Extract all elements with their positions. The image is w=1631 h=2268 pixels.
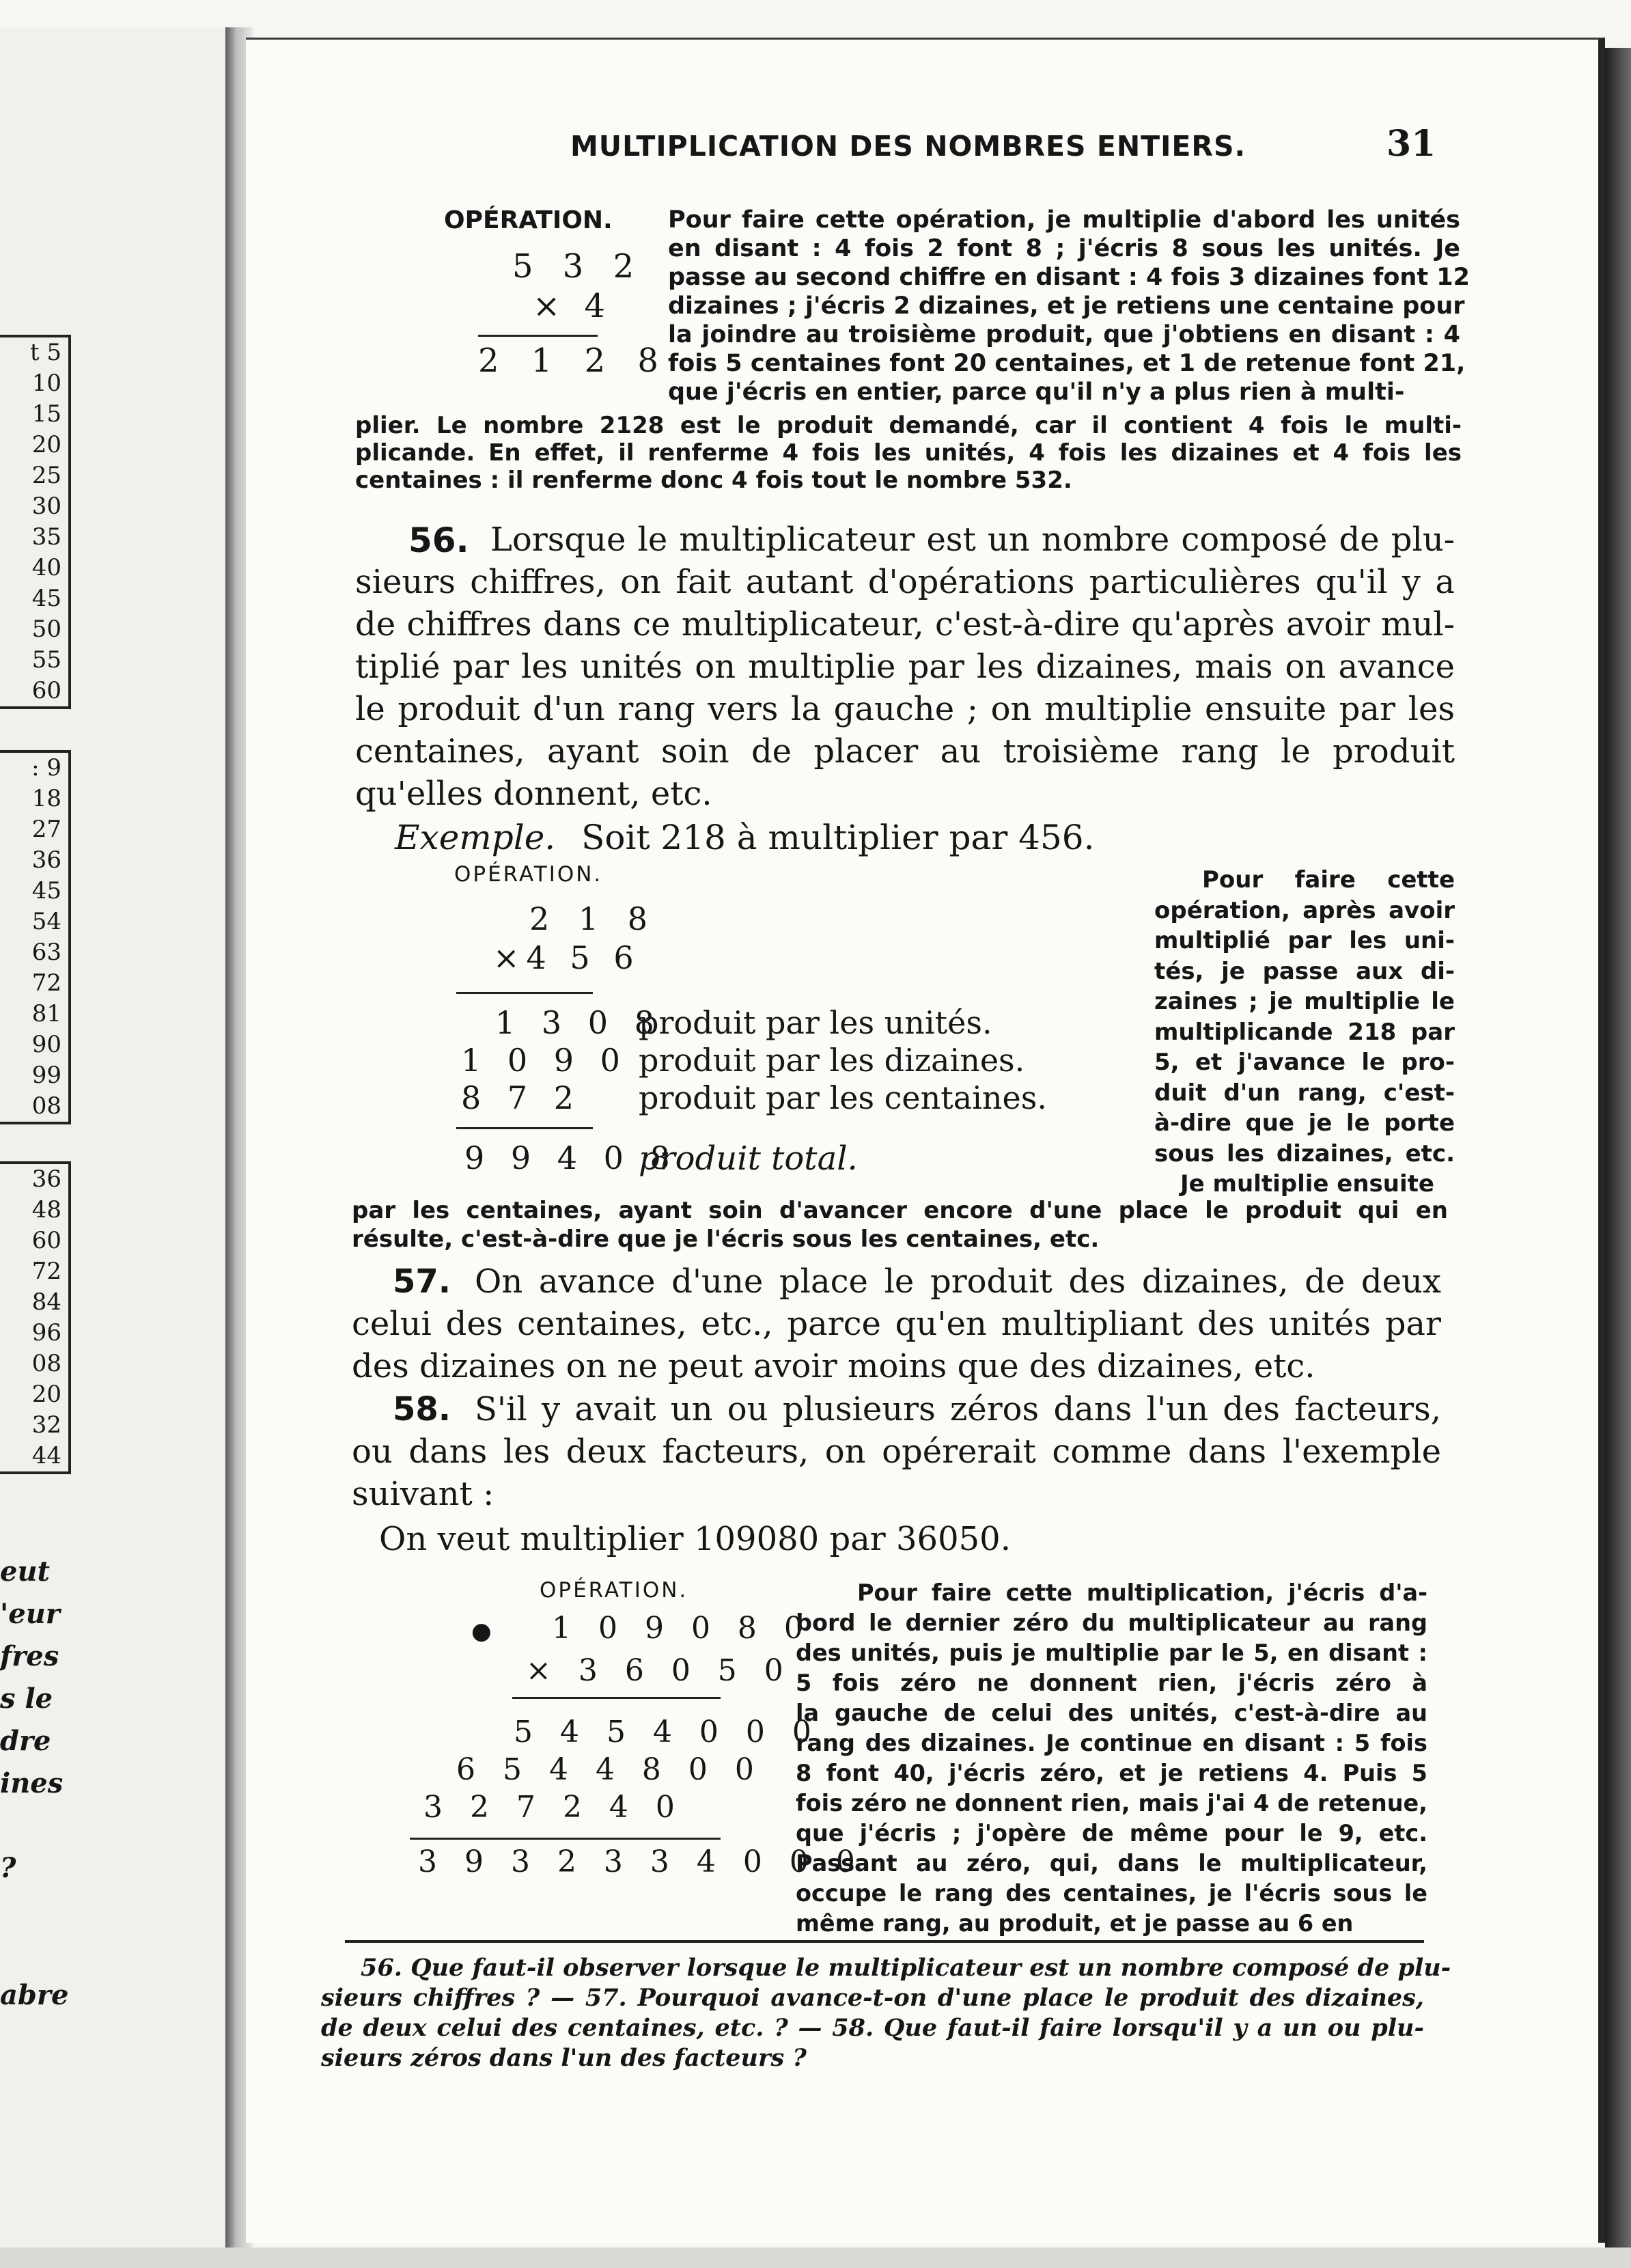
- explanation-line: passe au second chiffre en disant : 4 fois 3 dizaines font 12: [668, 264, 1470, 291]
- explanation-line: rang des dizaines. Je continue en disant : 5 fois: [796, 1730, 1427, 1756]
- left-page-cell: abre: [0, 1979, 69, 2011]
- paragraph-line: des dizaines on ne peut avoir moins que des dizaines, etc.: [352, 1347, 1315, 1385]
- partial-product-value: 5 4 5 4 0 0 0: [514, 1715, 820, 1750]
- left-page-cell: 30: [31, 493, 61, 520]
- left-page-cell: 15: [31, 400, 61, 428]
- explanation-line: que j'écris en entier, parce qu'il n'y a plus rien à multi-: [668, 378, 1405, 406]
- footnote-line: de deux celui des centaines, etc. ? — 58. Que faut-il faire lorsqu'il y a un ou plu-: [321, 2014, 1424, 2042]
- explanation-line: Je multiplie ensuite: [1180, 1170, 1434, 1198]
- explanation-line: la gauche de celui des unités, c'est-à-dire au: [796, 1700, 1427, 1726]
- left-page-cell: 36: [31, 1165, 61, 1193]
- paragraph-line: celui des centaines, etc., parce qu'en multipliant des unités par: [352, 1305, 1441, 1343]
- footnote-line: sieurs zéros dans l'un des facteurs ?: [321, 2044, 807, 2072]
- footnote-line: sieurs chiffres ? — 57. Pourquoi avance-t-on d'une place le produit des dizaines,: [321, 1984, 1424, 2012]
- left-page-words: [0, 1551, 69, 2017]
- paragraph-line: On avance d'une place le produit des dizaines, de deux: [475, 1262, 1441, 1301]
- left-page-cell: eut: [0, 1555, 51, 1588]
- partial-product-value: 6 5 4 4 8 0 0: [456, 1752, 763, 1787]
- page-number: 31: [1386, 123, 1436, 165]
- paragraph-number: 58.: [393, 1390, 451, 1428]
- explanation-line: duit d'un rang, c'est-: [1154, 1079, 1455, 1107]
- left-page-cell: 08: [31, 1350, 61, 1377]
- left-page-cell: [0, 1805, 55, 1847]
- multiplicand: 2 1 8: [529, 900, 658, 937]
- left-page-cell: 18: [31, 785, 61, 812]
- explanation-line: fois 5 centaines font 20 centaines, et 1 de retenue font 21,: [668, 350, 1466, 377]
- explanation-line: sous les dizaines, etc.: [1154, 1139, 1455, 1167]
- paragraph-line: qu'elles donnent, etc.: [355, 775, 712, 813]
- explanation-line: multiplié par les uni-: [1154, 927, 1455, 954]
- left-page-cell: [0, 1932, 55, 1974]
- left-page-cell: t 5: [29, 339, 61, 366]
- explanation-line: la joindre au troisième produit, que j'obtiens en disant : 4: [668, 321, 1460, 348]
- left-page-cell: 35: [31, 523, 61, 551]
- explanation-line: plicande. En effet, il renferme 4 fois les unités, 4 fois les dizaines et 4 fois les: [355, 439, 1462, 467]
- left-page-cell: 60: [31, 677, 61, 704]
- printer-mark: ●: [471, 1618, 492, 1645]
- explanation-line: 5 fois zéro ne donnent rien, j'écris zéro à: [796, 1670, 1427, 1696]
- left-page-cell: 96: [31, 1319, 61, 1346]
- explanation-line: Passant au zéro, qui, dans le multiplicateur,: [796, 1850, 1427, 1877]
- multiplicand: 1 0 9 0 8 0: [552, 1611, 812, 1646]
- partial-product-value: 8 7 2: [461, 1079, 583, 1116]
- left-page-cell: 45: [31, 585, 61, 612]
- explanation-line: à-dire que je le porte: [1154, 1109, 1455, 1137]
- paragraph-line: sieurs chiffres, on fait autant d'opérations particulières qu'il y a: [355, 563, 1455, 601]
- left-page-cell: 72: [31, 969, 61, 997]
- operation-label: OPÉRATION.: [444, 206, 613, 234]
- explanation-line: des unités, puis je multiplie par le 5, en disant :: [796, 1640, 1427, 1666]
- explanation-line: fois zéro ne donnent rien, mais j'ai 4 de retenue,: [796, 1790, 1427, 1816]
- left-page-cell: 90: [31, 1031, 61, 1058]
- left-page-cell: 25: [31, 462, 61, 489]
- explanation-line: que j'écris ; j'opère de même pour le 9, etc.: [796, 1820, 1427, 1847]
- left-page-cell: 48: [31, 1196, 61, 1223]
- left-page-cell: 50: [31, 616, 61, 643]
- operation-rule: [456, 1127, 593, 1129]
- paragraph-line: tiplié par les unités on multiplie par les dizaines, mais on avance: [355, 648, 1455, 686]
- left-page-cell: 63: [31, 939, 61, 966]
- explanation-line: centaines : il renferme donc 4 fois tout le nombre 532.: [355, 467, 1072, 494]
- left-page-cell: 20: [31, 431, 61, 458]
- multiplier: × 4: [533, 287, 613, 325]
- left-page-cell: 72: [31, 1258, 61, 1285]
- footnote-rule: [345, 1940, 1424, 1943]
- left-page-cell: 32: [31, 1411, 61, 1439]
- left-page-cell: 84: [31, 1288, 61, 1316]
- example-line: On veut multiplier 109080 par 36050.: [379, 1520, 1011, 1558]
- operation-rule: [512, 1697, 721, 1699]
- paragraph-line: centaines, ayant soin de placer au troisième rang le produit: [355, 732, 1455, 771]
- explanation-line: tés, je passe aux di-: [1154, 957, 1455, 985]
- left-page-cell: 10: [31, 370, 61, 397]
- left-page-cell: 'eur: [0, 1598, 60, 1630]
- operation-rule: [456, 992, 593, 994]
- left-page-cell: fres: [0, 1640, 59, 1672]
- multiplier: × 3 6 0 5 0: [526, 1653, 792, 1688]
- paragraph-line: le produit d'un rang vers la gauche ; on multiplie ensuite par les: [355, 690, 1455, 728]
- left-page-cell: dre: [0, 1725, 51, 1757]
- left-page-cell: 60: [31, 1227, 61, 1254]
- partial-product-value: 1 3 0 8: [495, 1004, 663, 1041]
- left-page-table-1: [0, 335, 71, 709]
- explanation-line: 8 font 40, j'écris zéro, et je retiens 4. Puis 5: [796, 1760, 1427, 1786]
- operation-rule: [478, 335, 598, 337]
- left-page-cell: 55: [31, 646, 61, 674]
- left-page-cell: [0, 1890, 55, 1932]
- left-page-cell: 36: [31, 846, 61, 874]
- paragraph-number: 56.: [408, 521, 469, 560]
- partial-product-label: produit par les dizaines.: [639, 1042, 1025, 1079]
- left-page-cell: 81: [31, 1000, 61, 1027]
- left-page-cell: 44: [31, 1442, 61, 1469]
- left-page-cell: 54: [31, 908, 61, 935]
- partial-product-label: produit par les centaines.: [639, 1079, 1047, 1116]
- example-line: [395, 816, 1094, 859]
- explanation-line: par les centaines, ayant soin d'avancer encore d'une place le produit qui en: [352, 1197, 1448, 1224]
- paragraph-line: Lorsque le multiplicateur est un nombre composé de plu-: [490, 521, 1455, 559]
- left-page-cell: 20: [31, 1381, 61, 1408]
- paragraph-line: suivant :: [352, 1475, 494, 1513]
- partial-product-value: 3 2 7 2 4 0: [423, 1790, 684, 1825]
- left-page-cell: 40: [31, 554, 61, 581]
- left-page-table-2: [0, 750, 71, 1124]
- explanation-line: en disant : 4 fois 2 font 8 ; j'écris 8 sous les unités. Je: [668, 235, 1460, 262]
- left-page-cell: s le: [0, 1683, 53, 1715]
- page-edge-bottom: [0, 2248, 1631, 2268]
- explanation-line: 5, et j'avance le pro-: [1154, 1049, 1455, 1076]
- product: 2 1 2 8: [478, 342, 669, 380]
- explanation-line: résulte, c'est-à-dire que je l'écris sous les centaines, etc.: [352, 1226, 1100, 1253]
- explanation-line: opération, après avoir: [1154, 896, 1455, 924]
- partial-product-value: 1 0 9 0: [461, 1042, 628, 1079]
- operation-label: OPÉRATION.: [540, 1578, 688, 1603]
- paragraph-line: ou dans les deux facteurs, on opérerait comme dans l'exemple: [352, 1433, 1441, 1471]
- left-page-cell: 45: [31, 877, 61, 904]
- total-product: 3 9 3 2 3 3 4 0 0 0: [418, 1844, 864, 1879]
- total-label: produit total.: [639, 1139, 858, 1178]
- explanation-line: multiplicande 218 par: [1154, 1018, 1455, 1046]
- explanation-line: même rang, au produit, et je passe au 6 en: [796, 1910, 1354, 1937]
- left-page-cell: 27: [31, 816, 61, 843]
- left-page-cell: ?: [0, 1852, 16, 1884]
- left-page-table-3: [0, 1161, 71, 1474]
- footnote-line: 56. Que faut-il observer lorsque le multiplicateur est un nombre composé de plu-: [361, 1954, 1451, 1982]
- operation-label: OPÉRATION.: [454, 862, 603, 887]
- multiplier: ×4 5 6: [493, 939, 641, 976]
- paragraph-line: S'il y avait un ou plusieurs zéros dans l'un des facteurs,: [475, 1390, 1441, 1428]
- explanation-line: dizaines ; j'écris 2 dizaines, et je retiens une centaine pour: [668, 292, 1465, 320]
- page-edge-right: [1605, 48, 1631, 2248]
- example-text: Soit 218 à multiplier par 456.: [581, 818, 1095, 857]
- explanation-line: plier. Le nombre 2128 est le produit demandé, car il contient 4 fois le multi-: [355, 412, 1462, 439]
- explanation-line: zaines ; je multiplie le: [1154, 988, 1455, 1015]
- running-head: MULTIPLICATION DES NOMBRES ENTIERS.: [570, 130, 1246, 163]
- left-page-cell: 99: [31, 1062, 61, 1089]
- paragraph-number: 57.: [393, 1262, 451, 1301]
- left-page-cell: 08: [31, 1092, 61, 1120]
- partial-product-label: produit par les unités.: [639, 1004, 992, 1041]
- paragraph-line: de chiffres dans ce multiplicateur, c'est-à-dire qu'après avoir mul-: [355, 605, 1455, 644]
- left-page-cell: : 9: [31, 754, 61, 782]
- explanation-line: Pour faire cette multiplication, j'écris d'a-: [857, 1579, 1427, 1606]
- example-label: Exemple.: [395, 818, 556, 857]
- explanation-line: bord le dernier zéro du multiplicateur au rang: [796, 1609, 1427, 1636]
- explanation-line: occupe le rang des centaines, je l'écris sous le: [796, 1880, 1427, 1907]
- total-product: 9 9 4 0 8: [464, 1139, 678, 1176]
- operation-rule: [410, 1838, 721, 1840]
- left-page-cell: ines: [0, 1767, 64, 1799]
- explanation-line: Pour faire cette opération, je multiplie d'abord les unités: [668, 206, 1460, 234]
- multiplicand: 5 3 2: [512, 247, 644, 286]
- explanation-line: Pour faire cette: [1202, 866, 1455, 894]
